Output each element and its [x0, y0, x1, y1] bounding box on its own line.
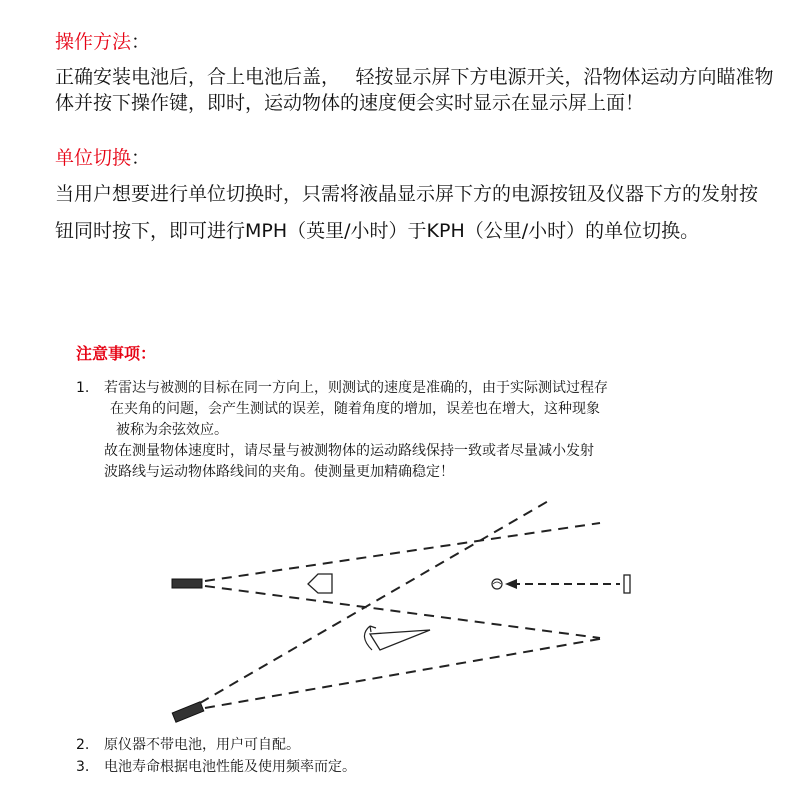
note-item-1-number: 1.	[76, 380, 90, 396]
cosine-effect-diagram	[0, 490, 800, 730]
angle-wedge	[370, 630, 430, 650]
operation-title-colon: ：	[131, 31, 151, 53]
unit-switch-title-colon: ：	[131, 147, 151, 169]
beam-bottom-upper	[200, 500, 550, 703]
beam-bottom-lower	[205, 638, 605, 708]
note-item-2-number: 2.	[76, 737, 90, 753]
unit-switch-title	[55, 146, 150, 170]
operation-title	[55, 30, 150, 54]
note-item-3-text: 电池寿命根据电池性能及使用频率而定。	[104, 759, 356, 775]
radar-gun-bottom	[172, 702, 204, 723]
unit-switch-title-text: 单位切换	[55, 147, 132, 169]
angle-arc-arrow	[370, 626, 376, 632]
boat-icon	[308, 574, 332, 593]
beam-top-lower	[205, 586, 600, 638]
note-item-3-number: 3.	[76, 759, 90, 775]
note-item-3	[76, 757, 756, 778]
note-item-2	[76, 735, 756, 756]
note-item-1-line4: 故在测量物体速度时，请尽量与被测物体的运动路线保持一致或者尽量减小发射	[104, 443, 594, 459]
note-item-2-text: 原仪器不带电池，用户可自配。	[104, 737, 300, 753]
motion-arrowhead	[505, 579, 517, 589]
beam-top-upper	[205, 523, 600, 581]
notes-title	[76, 343, 156, 365]
radar-gun-top	[172, 579, 202, 588]
note-item-1-line3: 被称为余弦效应。	[116, 422, 228, 438]
notes-title-colon: ：	[140, 344, 157, 363]
note-item-1-line5: 波路线与运动物体路线间的夹角。使测量更加精确稳定！	[104, 464, 454, 480]
target-post	[624, 575, 630, 593]
operation-text: 正确安装电池后，合上电池后盖， 轻按显示屏下方电源开关，沿物体运动方向瞄准物体并按下操作键，即时，运动物体的速度便会实时显示在显示屏上面！	[55, 66, 774, 114]
notes-title-text: 注意事项	[76, 344, 141, 363]
operation-title-text: 操作方法	[55, 31, 132, 53]
ball-seam	[493, 582, 501, 584]
note-item-1-line2: 在夹角的问题，会产生测试的误差，随着角度的增加，误差也在增大，这种现象	[110, 401, 600, 417]
unit-switch-text: 当用户想要进行单位切换时，只需将液晶显示屏下方的电源按钮及仪器下方的发射按钮同时按下，即可进行MPH（英里/小时）于KPH（公里/小时）的单位切换。	[55, 183, 759, 242]
note-item-1-line1: 若雷达与被测的目标在同一方向上，则测试的速度是准确的，由于实际测试过程存	[104, 380, 608, 396]
note-item-1	[76, 378, 756, 483]
